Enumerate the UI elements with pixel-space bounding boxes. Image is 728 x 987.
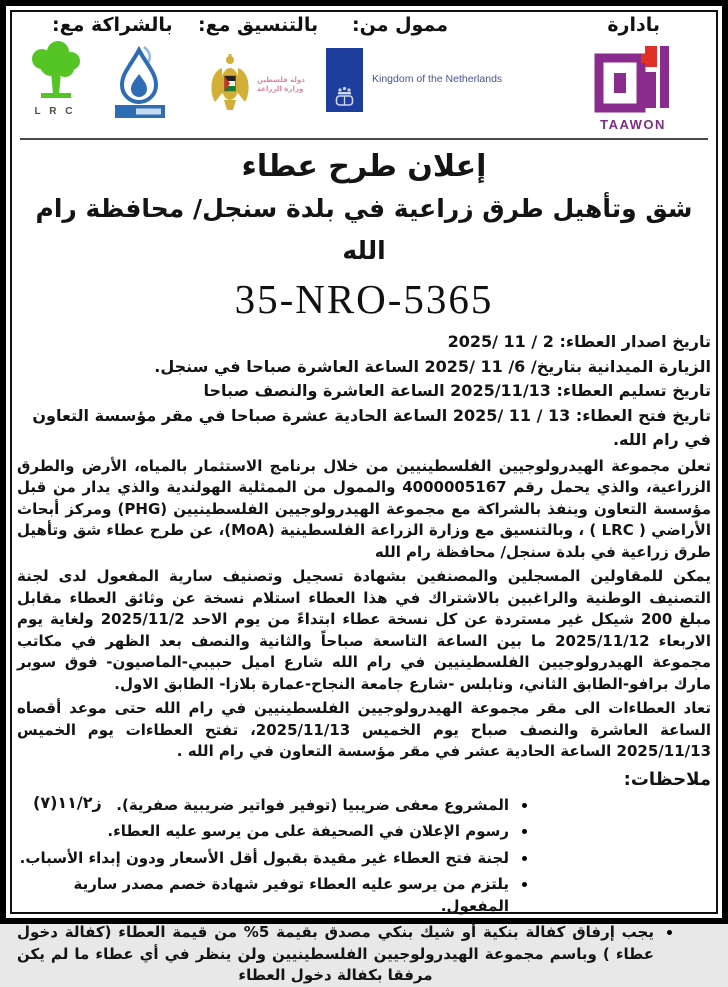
bullet-icon [522,803,527,808]
reference-code: ز١١/٢(٧) [33,792,102,812]
ministry-logo [206,52,305,118]
site-visit-line: الزيارة الميدانية بتاريخ/ 6/ 11 /2025 الساعة العاشرة صباحا في سنجل. [154,356,711,376]
bullet-icon [522,882,527,887]
bullet-icon [667,930,672,935]
list-item: يجب إرفاق كفالة بنكية أو شيك بنكي مصدق بقيمة 5‏% من قيمة العطاء (كفالة دخول عطاء ) وباسم مجموعة الهيدرولوجيين الفلسطينيين ولن ينظر في أي عطاء ما لم يكن مرفقا بكفالة دخول العطاء [17,922,656,987]
issue-date-line: تاريخ اصدار العطاء: 2 / 11 /2025 [447,332,711,351]
water-drop-icon [110,105,168,124]
lrc-logo [24,40,86,117]
notes-list [17,792,654,987]
announcement-body [17,146,711,984]
funded-by-label: ممول من: [352,14,448,36]
list-item: المشروع معفى ضريبيا (توفير فواتير ضريبية صفرية). [17,795,511,817]
bullet-icon [522,856,527,861]
opening-date-line: تاريخ فتح العطاء: 13 / 11 /2025 الساعة الحادية عشرة صباحا في مقر مؤسسة التعاون في رام الله. [32,405,711,449]
list-item: لجنة فتح العطاء غير مقيدة بقبول أقل الأسعار ودون إبداء الأسباب. [17,848,511,870]
paragraph-documents: يمكن للمقاولين المسجلين والمصنفين بشهادة تسجيل وتصنيف سارية المفعول لدى لجنة التصنيف الوطنية والراغبين بالاشتراك في هذا العطاء استلام نسخة عن وثائق العطاء مقابل مبلغ 200 شيكل غير مستردة عن كل نسخة عطاء ابتداءً من يوم الاحد 2025/11/2 ولغاية يوم الاربعاء 2025/11/12 ما بين الساعة التاسعة صباحاً والثانية والنصف بعد الظهر في مكاتب مجموعة الهيدرولوجيين الفلسطينيين في رام الله شارع اميل حبيبي-الماصيون- فوق سوبر مارك برافو-الطابق الثاني، ونابلس -شارع جامعة النجاح-عمارة بلازا- الطابق الاول. [17,567,711,693]
paragraph-return: تعاد العطاءات الى مقر مجموعة الهيدرولوجيين الفلسطينيين في رام الله حتى موعد أقصاه الساعة العاشرة والنصف صباح يوم الخميس 2025/11/13، تفتح العطاءات يوم الخميس 2025/11/13 الساعة الحادية عشر في مقر مؤسسة التعاون في رام الله . [17,699,711,760]
header-divider [20,138,708,140]
submission-date-line: تاريخ تسليم العطاء: 2025/11/13 الساعة العاشرة والنصف صباحا [203,381,711,400]
paragraph-announcement: تعلن مجموعة الهيدرولوجيين الفلسطينيين من خلال برنامج الاستثمار بالمياه، الأرض والطرق الزراعية، والذي يحمل رقم 4000005167 والممول من الممثلية الهولندية والذي يدار من قبل مؤسسة التعاون وينفذ بالشراكة مع مجموعة الهيدرولوجيين الفلسطينيين (PHG) ومركز أبحاث الأراضي ( LRC ) ، وبالتنسيق مع وزارة الزراعة الفلسطينية (MoA)، عن طرح عطاء شق وتأهيل طرق زراعية في بلدة سنجل/ محافظة رام الله [17,456,711,561]
list-item: يلتزم من يرسو عليه العطاء توفير شهادة خصم مصدر سارية المفعول. [17,874,511,917]
list-item: رسوم الإعلان في الصحيفة على من يرسو عليه العطاء. [17,821,511,843]
phg-logo [110,44,168,124]
taawon-wordmark: TAAWON [600,117,666,132]
notes-heading: ملاحظات: [623,768,711,790]
notes-section [17,767,711,987]
taawon-logo [588,42,678,132]
netherlands-logo [326,48,502,116]
bullet-icon [522,829,527,834]
page-title: إعلان طرح عطاء [241,149,487,184]
partnership-label: بالشراكة مع: [52,14,173,36]
taawon-kufic-icon [595,97,671,116]
netherlands-flag-icon [326,48,363,116]
ministry-name-text: دولة فلسطين وزارة الزراعة [257,76,305,93]
coordination-label: بالتنسيق مع: [198,14,319,36]
tree-icon [25,87,85,106]
lrc-wordmark: L R C [34,106,76,117]
managed-by-label: بادارة [607,14,660,36]
palestine-eagle-icon [206,52,254,118]
netherlands-wordmark: Kingdom of the Netherlands [372,73,503,85]
tender-number: 35-NRO-5365 [234,276,494,322]
project-subtitle: شق وتأهيل طرق زراعية في بلدة سنجل/ محافظة رام الله [35,194,693,265]
